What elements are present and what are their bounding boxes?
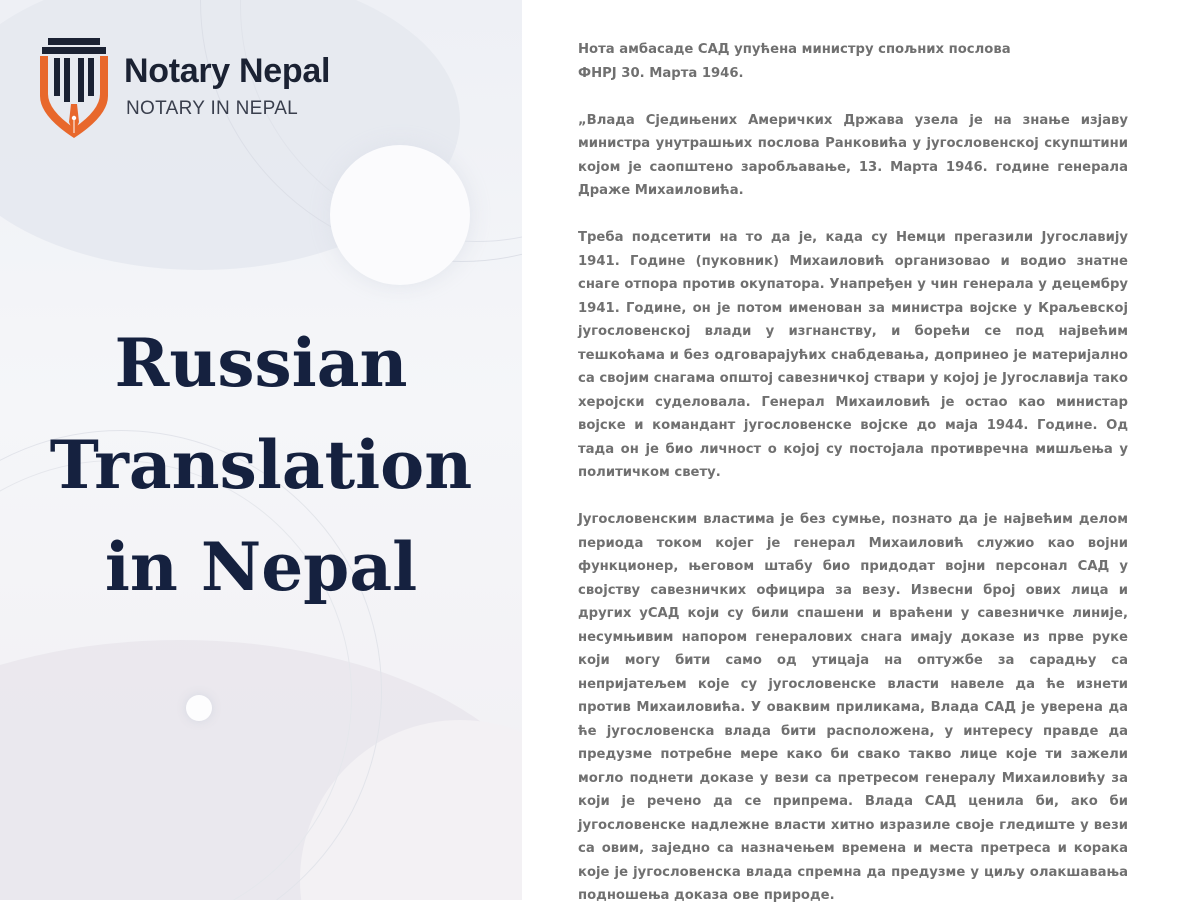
pillar-pen-nib-icon [38,38,110,142]
brand-tagline: NOTARY IN NEPAL [126,98,299,119]
decorative-circle [330,145,470,285]
document-paragraph: Југословенским властима је без сумње, познато да је највећим делом периода током којег је генерал Михаиловић служио као војни функционер, његовом штабу био придодат војни персонал САД у својству савезничких официра за везу. Извесни број ових лица и других уСАД који су били спашени и враћени у савезничке линије, несумњивим напором генералових снага имају доказе из прве руке који могу бити само од утицаја на оптужбе за сарадњу са непријатељем које су југословенске власти навеле да ће изнети против Михаиловића. У оваквим приликама, Влада САД је уверена да ће југословенска влада бити расположена, у интересу правде да предузме потребне мере како би свако такво лице које ти зажели могло поднети доказе у вези са претресом генералу Михаиловићу за који је речено да се припрема. Влада САД ценила би, ако би југословенске надлежне власти хитно изразиле своје гледиште у вези са овим, заједно са назначењем времена и места претреса и корака које је југословенска влада спремна да предузме у циљу олакшавања подношења доказа ове природе. [578,512,1128,903]
document-paragraph: „Влада Сједињених Америчких Држава узела је на знање изјаву министра унутрашњих послова Ранковића у југословенској скупштини којом је саопштено заробљавање, 13. Марта 1946. године генерала Драже Михаиловића. [578,112,1128,198]
brand-logo[interactable] [38,38,388,148]
headline-line: in Nepal [104,528,418,606]
headline-line: Russian [114,324,408,402]
headline-line: Translation [49,426,473,504]
document-sample [578,38,1128,908]
decorative-dot [186,695,212,721]
document-header-line: ФНРЈ 30. Марта 1946. [578,65,744,81]
page-title [0,312,522,618]
promo-panel [0,0,522,900]
brand-name: Notary Nepal [124,52,331,90]
document-header-line: Нота амбасаде САД упућена министру спољних послова [578,42,1011,57]
document-paragraph: Треба подсетити на то да је, када су Немци прегазили Југославију 1941. Године (пуковник) Михаиловић организовао и водио знатне снаге отпора против окупатора. Унапређен у чин генерала у децембру 1941. Године, он је потом именован за министра војске у Краљевској југословенској влади у изгнанству, и борећи се под највећим тешкоћама и без одговарајућих снабдевања, допринео је материјално са својим снагама општој савезничкој ствари у којој је Југославија тако херојски суделовала. Генерал Михаиловић је остао као министар војске и командант југословенске војске до маја 1944. Године. Од тада он је био личност о којој су постојала противречна мишљења у политичком свету. [578,230,1128,480]
